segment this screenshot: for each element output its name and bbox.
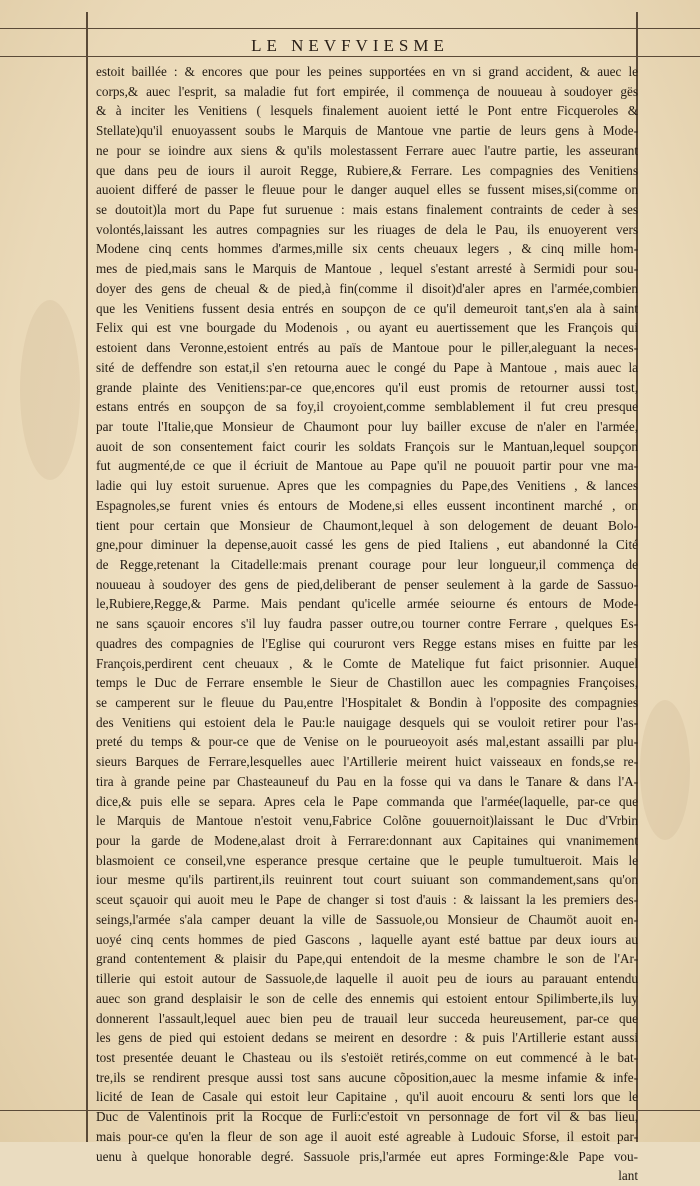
text-line: que dans peu de iours il auroit Regge, Rubiere,& Ferrare. Les compagnies des Venitiens [96,162,638,178]
text-line: par toute l'Italie,que Monsieur de Chaumont pour luy bailler excuse de n'aler en l'armée, [96,418,638,434]
text-line: estoit baillée : & encores que pour les peines supportées en vn si grand accident, & auec le [96,64,638,79]
body-text [96,62,638,1186]
text-line: corps,& auec l'esprit, sa maladie fut fort empirée, il commença de nouueau à soudoyer gës [96,83,638,99]
text-line: licité de Iean de Casale qui estoit leur Capitaine , qu'il auoit encouru & senti lors que le [96,1089,638,1105]
text-line: le Marquis de Mantoue n'estoit venu,Fabrice Colõne gouuernoit)laissant le Duc d'Vrbin [96,813,638,829]
text-line: tira à grande peine par Chasteauneuf du Pau en la fosse qui va dans le Tanare & dans l'A- [96,773,638,789]
running-head: LE NEVFVIESME [251,36,449,55]
text-line: de Regge,retenant la Citadelle:mais prenant courage pour leur longueur,il commença de [96,556,638,572]
text-line: se camperent sur le fleuue du Pau,entre l'Hospitalet & Bondin à l'opposite des compagnies [96,695,638,710]
text-line: uoyé cinq cents hommes de pied Gascons , laquelle ayant esté battue par deux iours au [96,931,638,947]
text-line: ne sans sçauoir encores s'il luy faudra passer outre,ou tourner contre Ferrare , quelques Es- [96,616,638,632]
text-line: temps le Duc de Ferrare ensemble le Sieur de Chastillon auec les compagnies Françoises, [96,675,638,691]
text-line: Stellate)qu'il enuoyassent soubs le Marquis de Mantoue vne partie de leurs gens à Mode- [96,123,638,139]
text-line: sieurs Barques de Ferrare,lesquelles auec l'Artillerie meirent huict vaisseaux en fonds,se re- [96,754,638,770]
text-line: & à inciter les Venitiens ( lesquels finalement auoient ietté le Pont entre Ficqueroles & [96,103,638,119]
text-line: quadres des compagnies de l'Eglise qui coururont vers Regge estans mises en fuitte par les [96,635,638,651]
text-line: mes de pied,mais sans le Marquis de Mantoue , lequel s'estant arresté à Sermidi pour sou- [96,261,638,277]
text-line: tillerie qui estoit autour de Sassuole,de laquelle il auoit peu de iours au parauant entendu [96,971,638,987]
text-line: auoient differé de passer le fleuue pour le danger auquel elles se fussent mises,si(comme on [96,182,638,198]
top-rule [0,28,700,29]
text-line: volontés,laissant les autres compagnies sur les riuages de dela le Pau, ils enuoyerent vers [96,221,638,237]
text-line: pour la garde de Modene,alast droit à Ferrare:donnant aux Capitaines qui vnanimement [96,833,638,849]
text-line: grand contentement & plaisir du Pape,qui entendoit de la mesme chambre le son de l'Ar- [96,951,638,967]
text-line: Felix qui est vne bourgade du Modenois , ou ayant eu auertissement que les François qui [96,320,638,336]
text-line: que les Venitiens fussent desia entrés en soupçon de ce qu'il demeuroit tant,s'en ala à saint [96,300,638,316]
head-rule [0,56,700,57]
paper-stain [20,300,80,480]
text-line: sceut sçauoir qui auoit meu le Pape de changer si tost d'auis : & laissant la les premiers des- [96,892,638,908]
text-line: se doutoit)la mort du Pape fut suruenue : mais estans finalement contraints de ceder à ses [96,202,638,218]
text-line: auoit de son consentement faict courir les soldats François sur le Mantuan,lequel soupçon [96,438,638,454]
text-line: Duc de Valentinois prit la Rocque de Furli:c'estoit vn personnage de fort vil & bas lieu, [96,1109,638,1125]
text-line: sité de deffendre son estat,il s'en retourna auec le congé du Pape à Mantoue , mais auec la [96,359,638,375]
text-line: donnerent l'assault,lequel auec bien peu de trauail leur succeda heureusement, par-ce que [96,1010,638,1026]
text-line: nouueau à soudoyer des gens de pied,deliberant de penser seulement à la garde de Sassuo- [96,576,638,592]
text-line: doyer des gens de cheual & de pied,à fin(comme il disoit)d'aler apres en l'armée,combien [96,280,638,296]
text-line: estans entrés en soupçon de sa foy,il croyoient,comme semblablement il fut creu presque [96,399,638,415]
text-line: tre,ils se rendirent presque aussi tost sans aucune cõposition,auec la mesme infamie & infe- [96,1069,638,1085]
text-line: gne,pour diminuer la depense,auoit cassé les gens de pied Italiens , eut abandonné la Cité [96,537,638,553]
text-line: lant [618,1168,638,1184]
text-line: Modene cinq cents hommes d'armes,mille six cents cheuaux legers , & cinq mille hom- [96,241,638,257]
text-line: grande plainte des Venitiens:par-ce que,encores qu'il eust promis de retourner aussi tost, [96,379,638,395]
text-line: iour mesme qu'ils partirent,ils reuinrent tout court suiuant son commandement,sans qu'on [96,872,638,888]
text-line: les gens de pied qui estoient dedans se meirent en desordre : & puis l'Artillerie estant aussi [96,1030,638,1046]
left-margin-rule [86,12,88,1142]
text-line: uenu à quelque honorable degré. Sassuole pris,l'armée eut apres Forminge:&le Pape vou- [96,1148,638,1164]
text-line: tost presentée deuant le Chasteau ou ils s'estoiët retirés,comme on eut commencé à le bat- [96,1049,638,1065]
text-line: François,perdirent cent cheuaux , & le Comte de Matelique fut faict prisonnier. Auquel [96,655,638,671]
text-line: ne pour se ioindre aux siens & qu'ils molestassent Ferrare auec l'autre partie, les asseurant [96,142,638,158]
text-line: auec son grand desplaisir le son de celle des ennemis qui estoient entour Spilimberte,ils luy [96,990,638,1006]
text-line: dice,& puis elle se separa. Apres cela le Pape commanda que l'armée(laquelle, par-ce que [96,793,638,809]
text-line: le,Rubiere,Regge,& Parme. Mais pendant qu'icelle armée seiourne és entours de Mode- [96,596,638,612]
paper-stain [640,700,690,840]
text-line: ladie qui luy estoit suruenue. Apres que les compagnies du Pape,des Venitiens , & lances [96,478,638,494]
text-line: des Venitiens qui estoient dela le Pau:le nauigage desquels qui se vouloit retirer pour l'as- [96,714,638,730]
text-line: preté du temps & pour-ce que de Venise on le pourueoyoit asés mal,estant assailli par plu- [96,734,638,750]
text-line: mais pour-ce qu'en la fleur de son age il auoit esté agreable à Ludouic Sforse, il estoit par- [96,1128,638,1144]
text-line: tient pour certain que Monsieur de Chaumont,lequel à son delogement de deuant Bolo- [96,517,638,533]
text-line: blasmoient ce conseil,vne esperance presque certaine que le peuple tumultueroit. Mais le [96,852,638,868]
text-line: fut augmenté,de ce que il écriuit de Mantoue au Pape qu'il ne pouuoit partir pour vne ma- [96,458,638,474]
text-line: Espagnoles,se furent vnies és entours de Modene,si elles eussent incontinent marché , on [96,497,638,513]
text-line: seings,l'armée s'ala camper deuant la ville de Sassuole,ou Monsieur de Chaumöt auoit en- [96,911,638,927]
text-line: estoient dans Veronne,estoient entrés au païs de Mantoue pour le piller,aleguant la neces- [96,340,638,356]
